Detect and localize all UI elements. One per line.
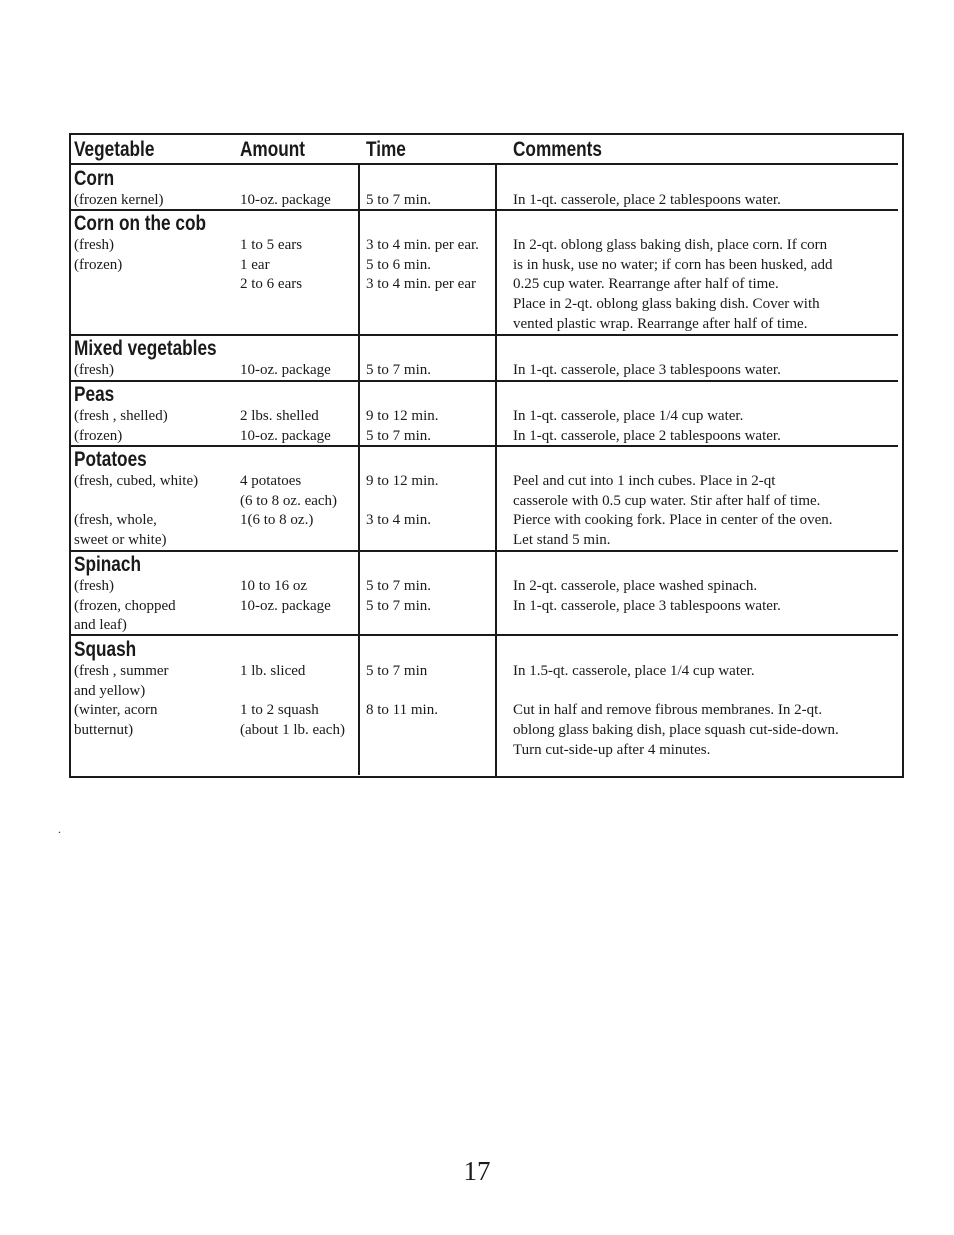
vegetable-cell: (fresh) (frozen) bbox=[74, 237, 123, 273]
column-divider bbox=[495, 165, 497, 776]
category-peas: Peas bbox=[74, 383, 115, 406]
amount-cell: 10-oz. package bbox=[240, 362, 331, 378]
vegetable-cell: (frozen kernel) bbox=[74, 192, 164, 208]
vegetable-cell: (fresh, cubed, white) (fresh, whole, sweet or white) bbox=[74, 473, 199, 549]
header-vegetable: Vegetable bbox=[74, 138, 155, 161]
comments-cell: In 1-qt. casserole, place 1/4 cup water. In 1-qt. casserole, place 2 tablespoons water. bbox=[513, 408, 781, 444]
header-amount: Amount bbox=[240, 138, 306, 161]
vegetable-cell: (fresh) (frozen, chopped and leaf) bbox=[74, 578, 176, 634]
amount-cell: 10-oz. package bbox=[240, 192, 331, 208]
time-cell: 5 to 7 min 8 to 11 min. bbox=[366, 663, 438, 719]
page-number: 17 bbox=[463, 1156, 491, 1186]
category-potatoes: Potatoes bbox=[74, 448, 147, 471]
category-corn: Corn bbox=[74, 167, 115, 190]
comments-cell: In 2-qt. casserole, place washed spinach. In 1-qt. casserole, place 3 tablespoons water. bbox=[513, 578, 781, 614]
time-cell: 3 to 4 min. per ear. 5 to 6 min. 3 to 4 min. per ear bbox=[366, 237, 479, 293]
time-cell: 9 to 12 min. 5 to 7 min. bbox=[366, 408, 439, 444]
header-divider bbox=[71, 163, 898, 165]
stray-mark: . bbox=[58, 822, 61, 836]
header-time: Time bbox=[366, 138, 406, 161]
amount-cell: 10 to 16 oz 10-oz. package bbox=[240, 578, 331, 614]
time-cell: 9 to 12 min. 3 to 4 min. bbox=[366, 473, 439, 529]
comments-cell: In 2-qt. oblong glass baking dish, place corn. If corn is in husk, use no water; if corn has been husked, add 0.25 cup water. Rearrange after half of time. Place in 2-qt. oblong glass baking dish. Cover with vented plastic wrap. Rearrange after half of time. bbox=[513, 237, 833, 332]
category-corn-on-the-cob: Corn on the cob bbox=[74, 212, 207, 235]
amount-cell: 1 lb. sliced 1 to 2 squash (about 1 lb. each) bbox=[240, 663, 345, 739]
vegetable-cell: (fresh , summer and yellow) (winter, acorn butternut) bbox=[74, 663, 169, 739]
comments-cell: In 1-qt. casserole, place 2 tablespoons water. bbox=[513, 192, 781, 208]
comments-cell: In 1.5-qt. casserole, place 1/4 cup water. Cut in half and remove fibrous membranes. In 2-qt. oblong glass baking dish, place squash cut-side-down. Turn cut-side-up after 4 minutes. bbox=[513, 663, 839, 758]
amount-cell: 1 to 5 ears 1 ear 2 to 6 ears bbox=[240, 237, 303, 293]
comments-cell: In 1-qt. casserole, place 3 tablespoons water. bbox=[513, 362, 781, 378]
amount-cell: 4 potatoes (6 to 8 oz. each) 1(6 to 8 oz.) bbox=[240, 473, 338, 529]
vegetable-cell: (fresh , shelled) (frozen) bbox=[74, 408, 168, 444]
time-cell: 5 to 7 min. bbox=[366, 192, 432, 208]
header-comments: Comments bbox=[513, 138, 602, 161]
category-spinach: Spinach bbox=[74, 553, 141, 576]
column-divider bbox=[358, 165, 360, 775]
time-cell: 5 to 7 min. bbox=[366, 362, 432, 378]
row-divider bbox=[71, 634, 898, 636]
comments-cell: Peel and cut into 1 inch cubes. Place in 2-qt casserole with 0.5 cup water. Stir after half of time. Pierce with cooking fork. Place in center of the oven. Let stand 5 min. bbox=[513, 473, 833, 549]
category-mixed-vegetables: Mixed vegetables bbox=[74, 337, 217, 360]
vegetable-cell: (fresh) bbox=[74, 362, 114, 378]
category-squash: Squash bbox=[74, 638, 137, 661]
time-cell: 5 to 7 min. 5 to 7 min. bbox=[366, 578, 432, 614]
amount-cell: 2 lbs. shelled 10-oz. package bbox=[240, 408, 331, 444]
